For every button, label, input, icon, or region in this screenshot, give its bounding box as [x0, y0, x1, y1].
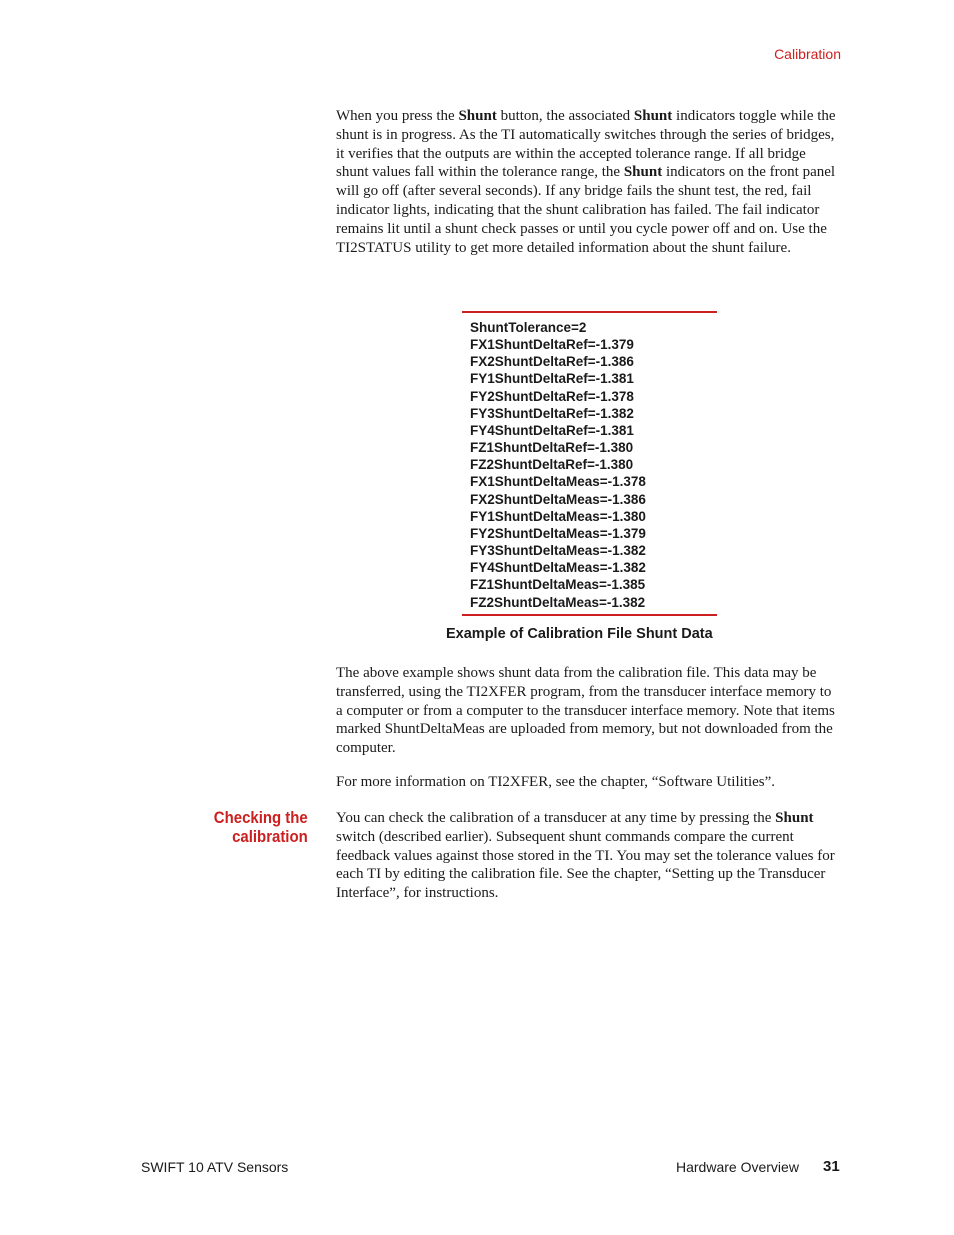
code-line: FZ1ShuntDeltaMeas=-1.385 [470, 577, 646, 593]
code-line: FY3ShuntDeltaRef=-1.382 [470, 405, 634, 421]
figure-caption: Example of Calibration File Shunt Data [446, 626, 713, 642]
code-line: FY4ShuntDeltaRef=-1.381 [470, 422, 634, 438]
code-line: FY1ShuntDeltaRef=-1.381 [470, 371, 634, 387]
checking-paragraph: You can check the calibration of a transducer at any time by pressing the Shunt switch (described earlier). Subsequent shunt commands compare the current feedback values against those stored in the TI. You may set the tolerance values for each TI by editing the calibration file. See the chapter, “Setting up the Transducer Interface”, for instructions. [336, 810, 835, 902]
code-line: FX1ShuntDeltaRef=-1.379 [470, 337, 634, 353]
code-line: ShuntTolerance=2 [470, 320, 587, 335]
code-line: FY4ShuntDeltaMeas=-1.382 [470, 560, 646, 576]
footer-document-title: SWIFT 10 ATV Sensors [141, 1159, 289, 1175]
code-line: FY3ShuntDeltaMeas=-1.382 [470, 543, 646, 559]
code-line: FX2ShuntDeltaRef=-1.386 [470, 354, 634, 370]
footer-chapter-title: Hardware Overview [676, 1159, 799, 1175]
heading-line: Checking the [214, 808, 308, 827]
code-line: FY1ShuntDeltaMeas=-1.380 [470, 508, 646, 524]
code-line: FX1ShuntDeltaMeas=-1.378 [470, 474, 646, 490]
section-heading-checking-calibration [214, 808, 308, 846]
intro-paragraph: When you press the Shunt button, the associated Shunt indicators toggle while the shunt is in progress. As the TI automatically switches through the series of bridges, it verifies that the outputs are within the accepted tolerance range. If all bridge shunt values fall within the tolerance range, the Shunt indicators on the front panel will go off (after several seconds). If any bridge fails the shunt test, the red, fail indicator lights, indicating that the shunt calibration has failed. The fail indicator remains lit until a shunt check passes or until you cycle power off and on. Use the TI2STATUS utility to get more detailed information about the shunt failure. [336, 108, 836, 256]
code-line: FY2ShuntDeltaRef=-1.378 [470, 388, 634, 404]
page-number: 31 [823, 1158, 840, 1175]
code-lines [470, 319, 646, 611]
code-line: FY2ShuntDeltaMeas=-1.379 [470, 525, 646, 541]
calibration-code-example [462, 311, 717, 616]
code-line: FZ2ShuntDeltaRef=-1.380 [470, 457, 634, 473]
running-header-section: Calibration [774, 46, 841, 62]
code-line: FZ1ShuntDeltaRef=-1.380 [470, 440, 634, 456]
code-line: FZ2ShuntDeltaMeas=-1.382 [470, 594, 646, 610]
transfer-paragraph: The above example shows shunt data from the calibration file. This data may be transferred, using the TI2XFER program, from the transducer interface memory to a computer or from a computer to the transducer interface memory. Note that items marked ShuntDeltaMeas are uploaded from memory, but not downloaded from the computer. [336, 665, 835, 757]
heading-line: calibration [232, 827, 308, 846]
more-info-paragraph: For more information on TI2XFER, see the chapter, “Software Utilities”. [336, 774, 776, 790]
code-line: FX2ShuntDeltaMeas=-1.386 [470, 491, 646, 507]
